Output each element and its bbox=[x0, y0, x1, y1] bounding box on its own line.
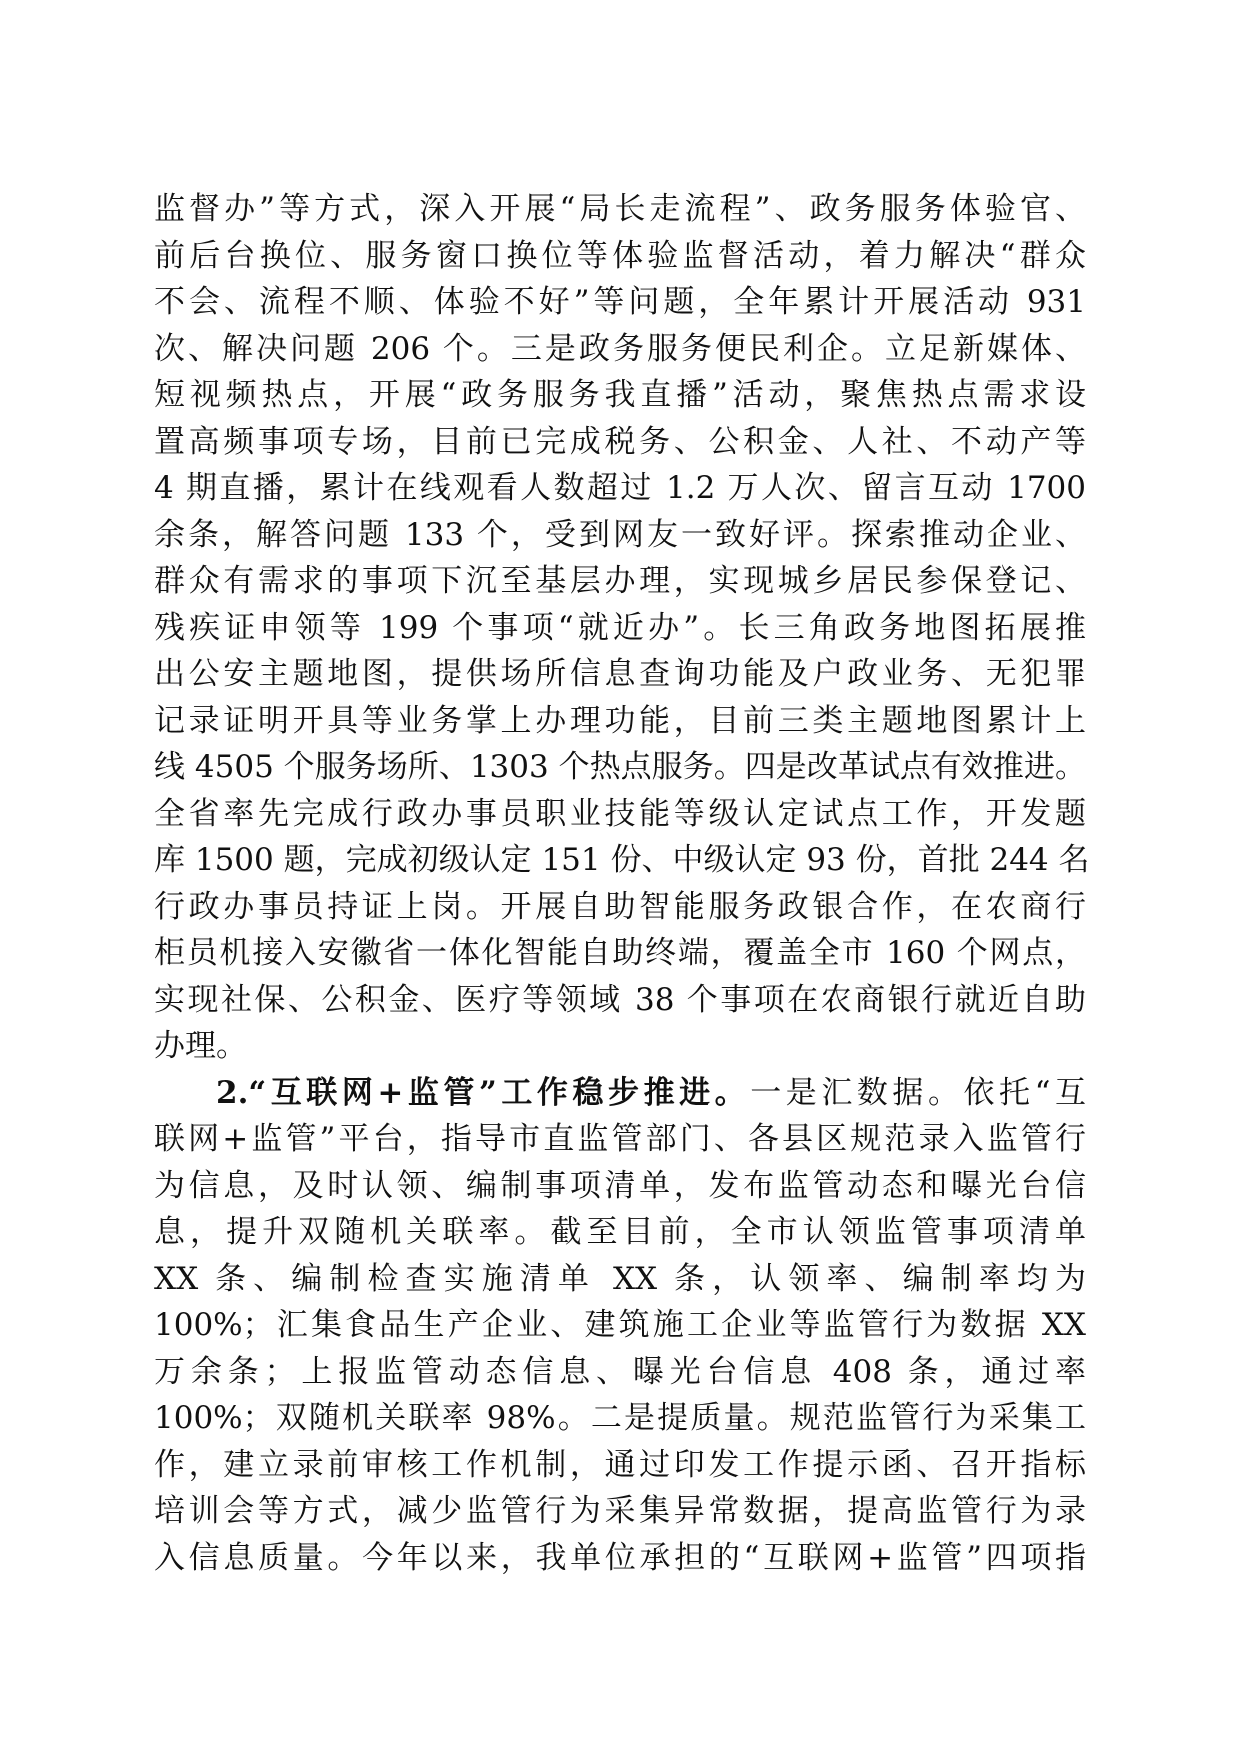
text-line: 实现社保、公积金、医疗等领域 38 个事项在农商银行就近自助 bbox=[154, 981, 1086, 1018]
text-line: 监督办”等方式，深入开展“局长走流程”、政务服务体验官、 bbox=[154, 191, 1086, 227]
text-line: 100%；汇集食品生产企业、建筑施工企业等监管行为数据 XX bbox=[154, 1307, 1086, 1343]
text-line: 余条，解答问题 133 个，受到网友一致好评。探索推动企业、 bbox=[154, 516, 1086, 553]
text-line: 万余条；上报监管动态信息、曝光台信息 408 条，通过率 bbox=[154, 1353, 1086, 1390]
text-line: 4 期直播，累计在线观看人数超过 1.2 万人次、留言互动 1700 bbox=[154, 470, 1086, 506]
text-line: 联网+监管”平台，指导市直监管部门、各县区规范录入监管行 bbox=[154, 1121, 1086, 1157]
heading-line-text: 一是汇数据。依托“互 bbox=[750, 1074, 1086, 1111]
text-line: 作，建立录前审核工作机制，通过印发工作提示函、召开指标 bbox=[154, 1446, 1086, 1483]
document-page bbox=[154, 186, 1090, 1581]
text-line: 群众有需求的事项下沉至基层办理，实现城乡居民参保登记、 bbox=[154, 563, 1086, 599]
text-line: 行政办事员持证上岗。开展自助智能服务政银合作，在农商行 bbox=[154, 888, 1086, 925]
text-line: 短视频热点，开展“政务服务我直播”活动，聚焦热点需求设 bbox=[154, 377, 1086, 413]
text-line: 残疾证申领等 199 个事项“就近办”。长三角政务地图拓展推 bbox=[154, 609, 1086, 646]
text-line: 记录证明开具等业务掌上办理功能，目前三类主题地图累计上 bbox=[154, 702, 1086, 739]
paragraph-services bbox=[154, 186, 1090, 1070]
text-line: 入信息质量。今年以来，我单位承担的“互联网+监管”四项指 bbox=[154, 1539, 1086, 1576]
text-line: 全省率先完成行政办事员职业技能等级认定试点工作，开发题 bbox=[154, 795, 1086, 832]
text-line: 线 4505 个服务场所、1303 个热点服务。四是改革试点有效推进。 bbox=[154, 749, 1086, 785]
text-line: 不会、流程不顺、体验不好”等问题，全年累计开展活动 931 bbox=[154, 284, 1086, 320]
text-line: 柜员机接入安徽省一体化智能自助终端，覆盖全市 160 个网点， bbox=[154, 935, 1086, 971]
section-heading-line bbox=[154, 1070, 1086, 1117]
text-line: 置高频事项专场，目前已完成税务、公积金、人社、不动产等 bbox=[154, 423, 1086, 460]
text-line: 为信息，及时认领、编制事项清单，发布监管动态和曝光台信 bbox=[154, 1167, 1086, 1204]
text-line: 培训会等方式，减少监管行为采集异常数据，提高监管行为录 bbox=[154, 1493, 1086, 1529]
section-heading: 2.“互联网+监管”工作稳步推进。 bbox=[216, 1074, 751, 1111]
text-line: 100%；双随机关联率 98%。二是提质量。规范监管行为采集工 bbox=[154, 1400, 1086, 1436]
text-line: XX 条、编制检查实施清单 XX 条，认领率、编制率均为 bbox=[154, 1260, 1086, 1297]
text-line: 前后台换位、服务窗口换位等体验监督活动，着力解决“群众 bbox=[154, 237, 1086, 274]
text-line: 库 1500 题，完成初级认定 151 份、中级认定 93 份，首批 244 名 bbox=[154, 842, 1090, 878]
text-line: 办理。 bbox=[154, 1028, 247, 1064]
text-line: 出公安主题地图，提供场所信息查询功能及户政业务、无犯罪 bbox=[154, 656, 1086, 692]
paragraph-internet-supervision bbox=[154, 1070, 1086, 1582]
text-line: 息，提升双随机关联率。截至目前，全市认领监管事项清单 bbox=[154, 1214, 1086, 1250]
text-line: 次、解决问题 206 个。三是政务服务便民利企。立足新媒体、 bbox=[154, 330, 1086, 367]
